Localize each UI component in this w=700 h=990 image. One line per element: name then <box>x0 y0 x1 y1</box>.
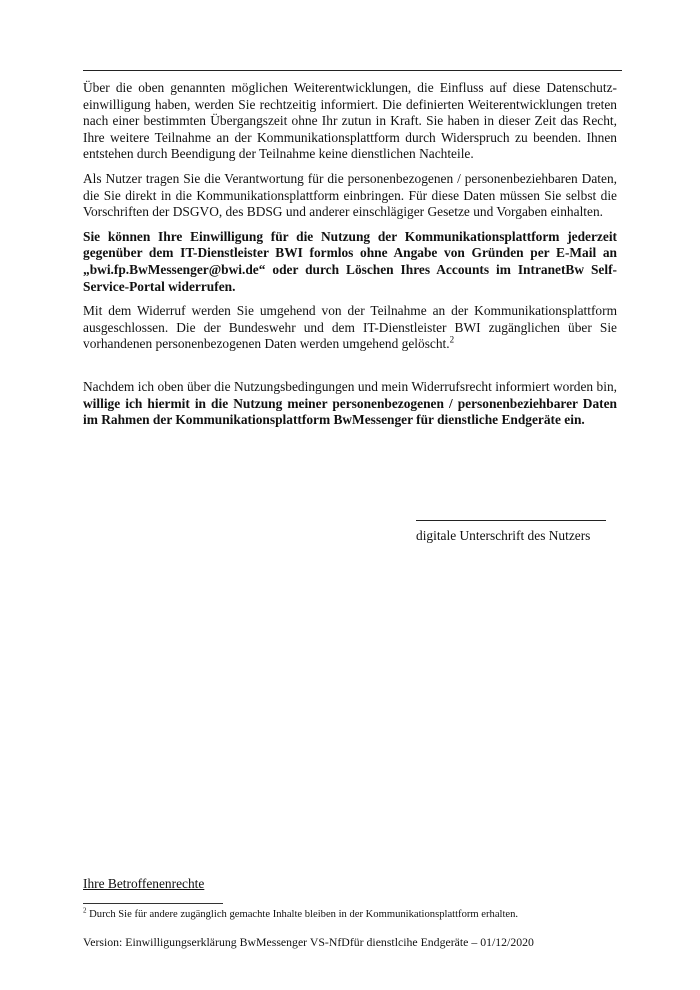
version-footer: Version: Einwilligungserklärung BwMessenger VS-NfDfür dienstlcihe Endgeräte – 01/12/2020 <box>83 935 534 949</box>
revocation-effect-text: Mit dem Widerruf werden Sie umgehend von der Teilnahme an der Kommunikationsplattform ausgeschlossen. Die der Bundeswehr und dem IT-Dienstleister BWI zugänglichen über Sie vorhandenen personenbezogenen Daten werden umgehend gelöscht. <box>83 303 617 352</box>
consent-declaration-text: willige ich hiermit in die Nutzung meiner personenbezogenen / personenbeziehbarer Daten im Rahmen der Kommunikationsplattform BwMessenger für dienstliche Endgeräte ein. <box>83 395 617 428</box>
consent-intro-text: Nachdem ich oben über die Nutzungsbedingungen und mein Widerrufsrecht informiert worden bin, <box>83 378 617 394</box>
signature-line <box>416 520 606 521</box>
paragraph-revocation: Sie können Ihre Einwilligung für die Nutzung der Kommunikationsplattform jederzeit gegenüber dem IT-Dienstleister BWI formlos ohne Angabe von Gründen per E-Mail an „bwi.fp.BwMessenger@bwi.de“ oder durch Löschen Ihres Accounts im IntranetBw Self-Service-Portal widerrufen. <box>83 228 617 294</box>
signature-label: digitale Unterschrift des Nutzers <box>416 528 591 543</box>
footnote-number: 2 <box>83 906 87 915</box>
paragraph-consent-statement <box>83 379 617 429</box>
footnote-text: Durch Sie für andere zugänglich gemachte Inhalte bleiben in der Kommunikationsplattform erhalten. <box>89 909 519 920</box>
header-rule <box>83 70 622 71</box>
consent-text <box>83 80 617 437</box>
footnote <box>83 908 518 922</box>
paragraph-developments: Über die oben genannten möglichen Weiterentwicklungen, die Einfluss auf diese Datenschutz-einwilligung haben, werden Sie rechtzeitig informiert. Die definierten Weiterentwicklungen treten nach einer bestimmten Übergangszeit ohne Ihr zutun in Kraft. Sie haben in dieser Zeit das Recht, Ihre weitere Teilnahme an der Kommunikationsplattform durch Widerspruch zu beenden. Ihnen entstehen durch Beendigung der Teilnahme keine dienstlichen Nachteile. <box>83 80 617 162</box>
footnote-reference: 2 <box>449 334 455 345</box>
footnote-rule <box>83 903 223 904</box>
paragraph-responsibility: Als Nutzer tragen Sie die Verantwortung für die personenbezogenen / personenbeziehbaren Daten, die Sie direkt in die Kommunikationsplattform einbringen. Für diese Daten müssen Sie selbst die Vorschriften der DSGVO, des BDSG und anderer einschlägiger Gesetze und Vorgaben einhalten. <box>83 170 617 220</box>
paragraph-revocation-effect <box>83 303 617 353</box>
data-subject-rights-link[interactable]: Ihre Betroffenenrechte <box>83 876 205 891</box>
